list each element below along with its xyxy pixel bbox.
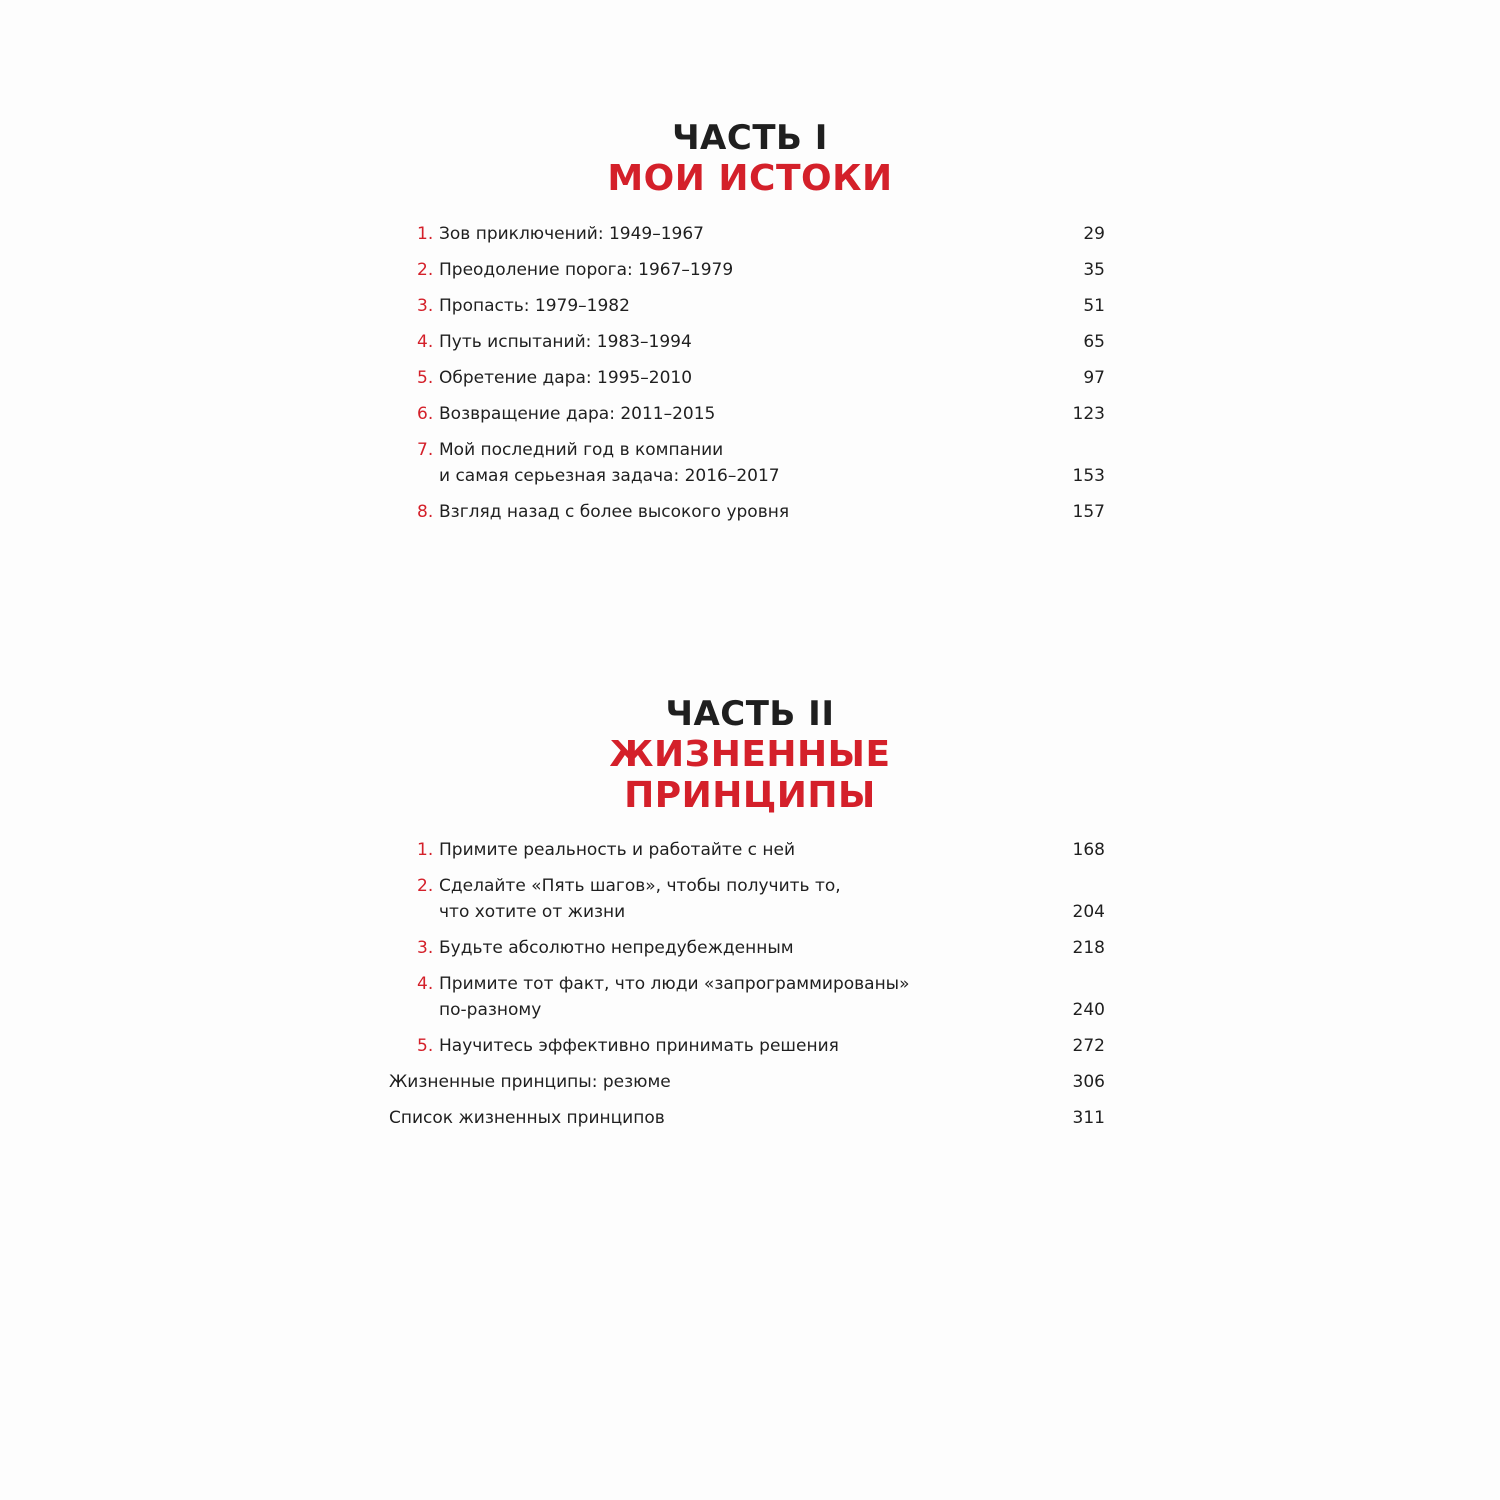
entry-title-line-1: Примите тот факт, что люди «запрограммированы» (439, 974, 910, 994)
entry-number: 8. (417, 502, 434, 522)
entry-number: 2. (417, 876, 434, 896)
entry-title: Список жизненных принципов (389, 1108, 665, 1128)
entry-page-number: 153 (1072, 466, 1105, 486)
part-2-header (0, 694, 1500, 816)
entry-title-line-2: что хотите от жизни (439, 902, 626, 922)
part-2-title-line-1: ЖИЗНЕННЫЕ (609, 734, 891, 775)
entry-page-number: 65 (1083, 332, 1105, 352)
entry-page-number: 29 (1083, 224, 1105, 244)
entry-number: 3. (417, 296, 434, 316)
entry-page-number: 311 (1072, 1108, 1105, 1128)
part-2-heading: ЧАСТЬ II (665, 694, 835, 734)
toc-entry-1-8[interactable] (389, 499, 1105, 525)
toc-entry-2-1[interactable] (389, 837, 1105, 863)
entry-title-line-2: и самая серьезная задача: 2016–2017 (439, 466, 780, 486)
part-2-toc-list (389, 837, 1105, 1141)
toc-entry-1-3[interactable] (389, 293, 1105, 319)
entry-page-number: 168 (1072, 840, 1105, 860)
entry-page-number: 272 (1072, 1036, 1105, 1056)
part-1-toc-list (389, 221, 1105, 535)
part-1-heading: ЧАСТЬ I (672, 118, 828, 158)
entry-number: 6. (417, 404, 434, 424)
part-1-header (0, 118, 1500, 199)
entry-page-number: 218 (1072, 938, 1105, 958)
entry-page-number: 240 (1072, 1000, 1105, 1020)
toc-entry-1-7[interactable] (389, 437, 1105, 489)
toc-entry-1-6[interactable] (389, 401, 1105, 427)
entry-title: Зов приключений: 1949–1967 (439, 224, 704, 244)
entry-page-number: 97 (1083, 368, 1105, 388)
entry-page-number: 204 (1072, 902, 1105, 922)
entry-number: 2. (417, 260, 434, 280)
entry-page-number: 35 (1083, 260, 1105, 280)
entry-title: Жизненные принципы: резюме (389, 1072, 671, 1092)
entry-title: Путь испытаний: 1983–1994 (439, 332, 692, 352)
entry-number: 5. (417, 1036, 434, 1056)
toc-entry-principles-list[interactable] (389, 1105, 1105, 1131)
entry-title: Возвращение дара: 2011–2015 (439, 404, 716, 424)
entry-page-number: 157 (1072, 502, 1105, 522)
toc-entry-1-5[interactable] (389, 365, 1105, 391)
toc-entry-2-2[interactable] (389, 873, 1105, 925)
entry-title: Научитесь эффективно принимать решения (439, 1036, 839, 1056)
entry-title-line-1: Мой последний год в компании (439, 440, 724, 460)
toc-entry-1-4[interactable] (389, 329, 1105, 355)
entry-title-line-2: по-разному (439, 1000, 542, 1020)
part-1-title: МОИ ИСТОКИ (607, 158, 893, 199)
entry-title: Пропасть: 1979–1982 (439, 296, 630, 316)
entry-page-number: 306 (1072, 1072, 1105, 1092)
entry-number: 1. (417, 224, 434, 244)
entry-title-line-1: Сделайте «Пять шагов», чтобы получить то, (439, 876, 841, 896)
entry-page-number: 51 (1083, 296, 1105, 316)
entry-number: 5. (417, 368, 434, 388)
part-2-title-line-2: ПРИНЦИПЫ (624, 775, 876, 816)
entry-title: Взгляд назад с более высокого уровня (439, 502, 790, 522)
entry-number: 7. (417, 440, 434, 460)
toc-entry-2-5[interactable] (389, 1033, 1105, 1059)
entry-page-number: 123 (1072, 404, 1105, 424)
toc-entry-1-1[interactable] (389, 221, 1105, 247)
toc-entry-principles-summary[interactable] (389, 1069, 1105, 1095)
entry-title: Примите реальность и работайте с ней (439, 840, 796, 860)
part-2-title (0, 734, 1500, 816)
entry-number: 4. (417, 332, 434, 352)
entry-number: 3. (417, 938, 434, 958)
entry-title: Обретение дара: 1995–2010 (439, 368, 693, 388)
entry-number: 1. (417, 840, 434, 860)
toc-entry-2-4[interactable] (389, 971, 1105, 1023)
toc-entry-1-2[interactable] (389, 257, 1105, 283)
toc-entry-2-3[interactable] (389, 935, 1105, 961)
entry-title: Преодоление порога: 1967–1979 (439, 260, 734, 280)
entry-title: Будьте абсолютно непредубежденным (439, 938, 794, 958)
entry-number: 4. (417, 974, 434, 994)
